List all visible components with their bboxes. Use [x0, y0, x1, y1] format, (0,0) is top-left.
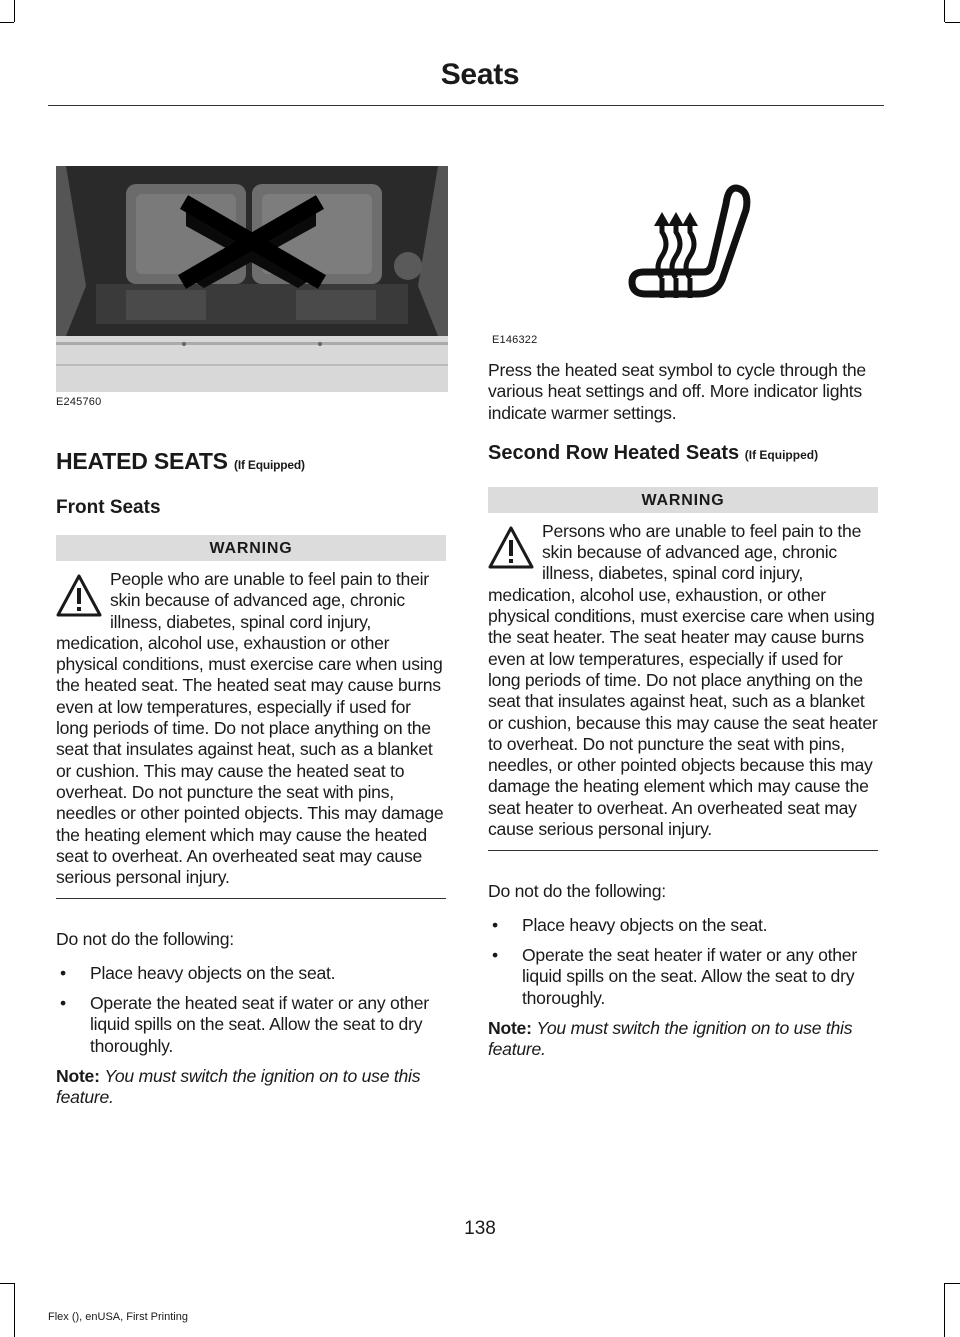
- page-title: Seats: [440, 58, 520, 91]
- section-qualifier: (If Equipped): [234, 458, 305, 472]
- crop-mark-br-v: [944, 1283, 945, 1337]
- cargo-seat-illustration: [56, 166, 448, 392]
- figure-code: E146322: [492, 334, 538, 346]
- left-column: [56, 166, 446, 1109]
- crop-mark-tr-h: [945, 22, 960, 23]
- warning-rule: [488, 850, 878, 851]
- subsection-title: Front Seats: [56, 497, 161, 518]
- note-text: You must switch the ignition on to use this feature.: [488, 1017, 853, 1060]
- header-rule: [48, 105, 884, 106]
- warning-box: [56, 535, 446, 899]
- figure-code: E245760: [56, 396, 102, 408]
- crop-mark-tl-h: [0, 22, 14, 23]
- section-title-text: HEATED SEATS: [56, 448, 228, 474]
- crop-mark-tr-v: [944, 0, 945, 22]
- list-item: • Operate the seat heater if water or any other liquid spills on the seat. Allow the seat to dry thoroughly.: [488, 945, 878, 1009]
- heated-seat-icon: [618, 180, 768, 310]
- intro-text: Do not do the following:: [56, 929, 234, 950]
- note-label: Note:: [56, 1065, 100, 1086]
- warning-rule: [56, 898, 446, 899]
- crop-mark-br-h: [945, 1283, 960, 1284]
- warning-triangle-icon: [486, 523, 536, 573]
- note-label: Note:: [488, 1017, 532, 1038]
- section-title: [56, 448, 446, 475]
- warning-label: WARNING: [488, 487, 878, 513]
- crop-mark-bl-v: [14, 1283, 15, 1337]
- warning-label: WARNING: [56, 535, 446, 561]
- footer-text: Flex (), enUSA, First Printing: [48, 1311, 188, 1323]
- warning-text: People who are unable to feel pain to their skin because of advanced age, chronic illness, diabetes, spinal cord injury, medication, alcohol use, exhaustion or other physical conditions, must exercise care when using the heated seat. The heated seat may cause burns even at low temperatures, especially if used for long periods of time. Do not place anything on the seat that insulates against heat, such as a blanket or cushion. This may cause the heated seat to overheat. Do not puncture the seat with pins, needles or other pointed objects. This may damage the heating element which may cause the heated seat to overheat. An overheated seat may cause serious personal injury.: [56, 569, 444, 888]
- note-text: You must switch the ignition on to use this feature.: [56, 1065, 421, 1108]
- note: [488, 1018, 878, 1061]
- section-qualifier: (If Equipped): [744, 447, 819, 462]
- right-column: [488, 180, 878, 1060]
- warning-body: [488, 521, 878, 840]
- crop-mark-tl-v: [14, 0, 15, 22]
- do-not-list: [56, 963, 446, 1057]
- cargo-area-photo: [56, 166, 448, 392]
- list-item: • Operate the heated seat if water or any other liquid spills on the seat. Allow the seat to dry thoroughly.: [56, 993, 446, 1057]
- warning-box: [488, 487, 878, 851]
- list-item: • Place heavy objects on the seat.: [56, 963, 446, 984]
- list-item: • Place heavy objects on the seat.: [488, 915, 878, 936]
- page-number: 138: [464, 1218, 496, 1239]
- warning-body: [56, 569, 446, 888]
- section-title-text: Second Row Heated Seats: [488, 441, 740, 464]
- section-title: [488, 442, 878, 465]
- press-text: Press the heated seat symbol to cycle through the various heat settings and off. More indicator lights indicate warmer settings.: [488, 360, 866, 423]
- warning-text: Persons who are unable to feel pain to the skin because of advanced age, chronic illness, diabetes, spinal cord injury, medication, alcohol use, exhaustion, or other physical conditions, must exercise care when using the seat heater. The seat heater may cause burns even at low temperatures, especially if used for long periods of time. Do not place anything on the seat that insulates against heat, such as a blanket or cushion, because this may cause the seat heater to overheat. Do not puncture the seat with pins, needles, or other pointed objects because this may damage the heating element which may cause the seat heater to overheat. An overheated seat may cause serious personal injury.: [488, 520, 878, 840]
- do-not-list: [488, 915, 878, 1009]
- note: [56, 1066, 446, 1109]
- warning-triangle-icon: [54, 571, 104, 621]
- heated-seat-figure: [488, 180, 878, 346]
- intro-text: Do not do the following:: [488, 881, 666, 902]
- crop-mark-bl-h: [0, 1283, 14, 1284]
